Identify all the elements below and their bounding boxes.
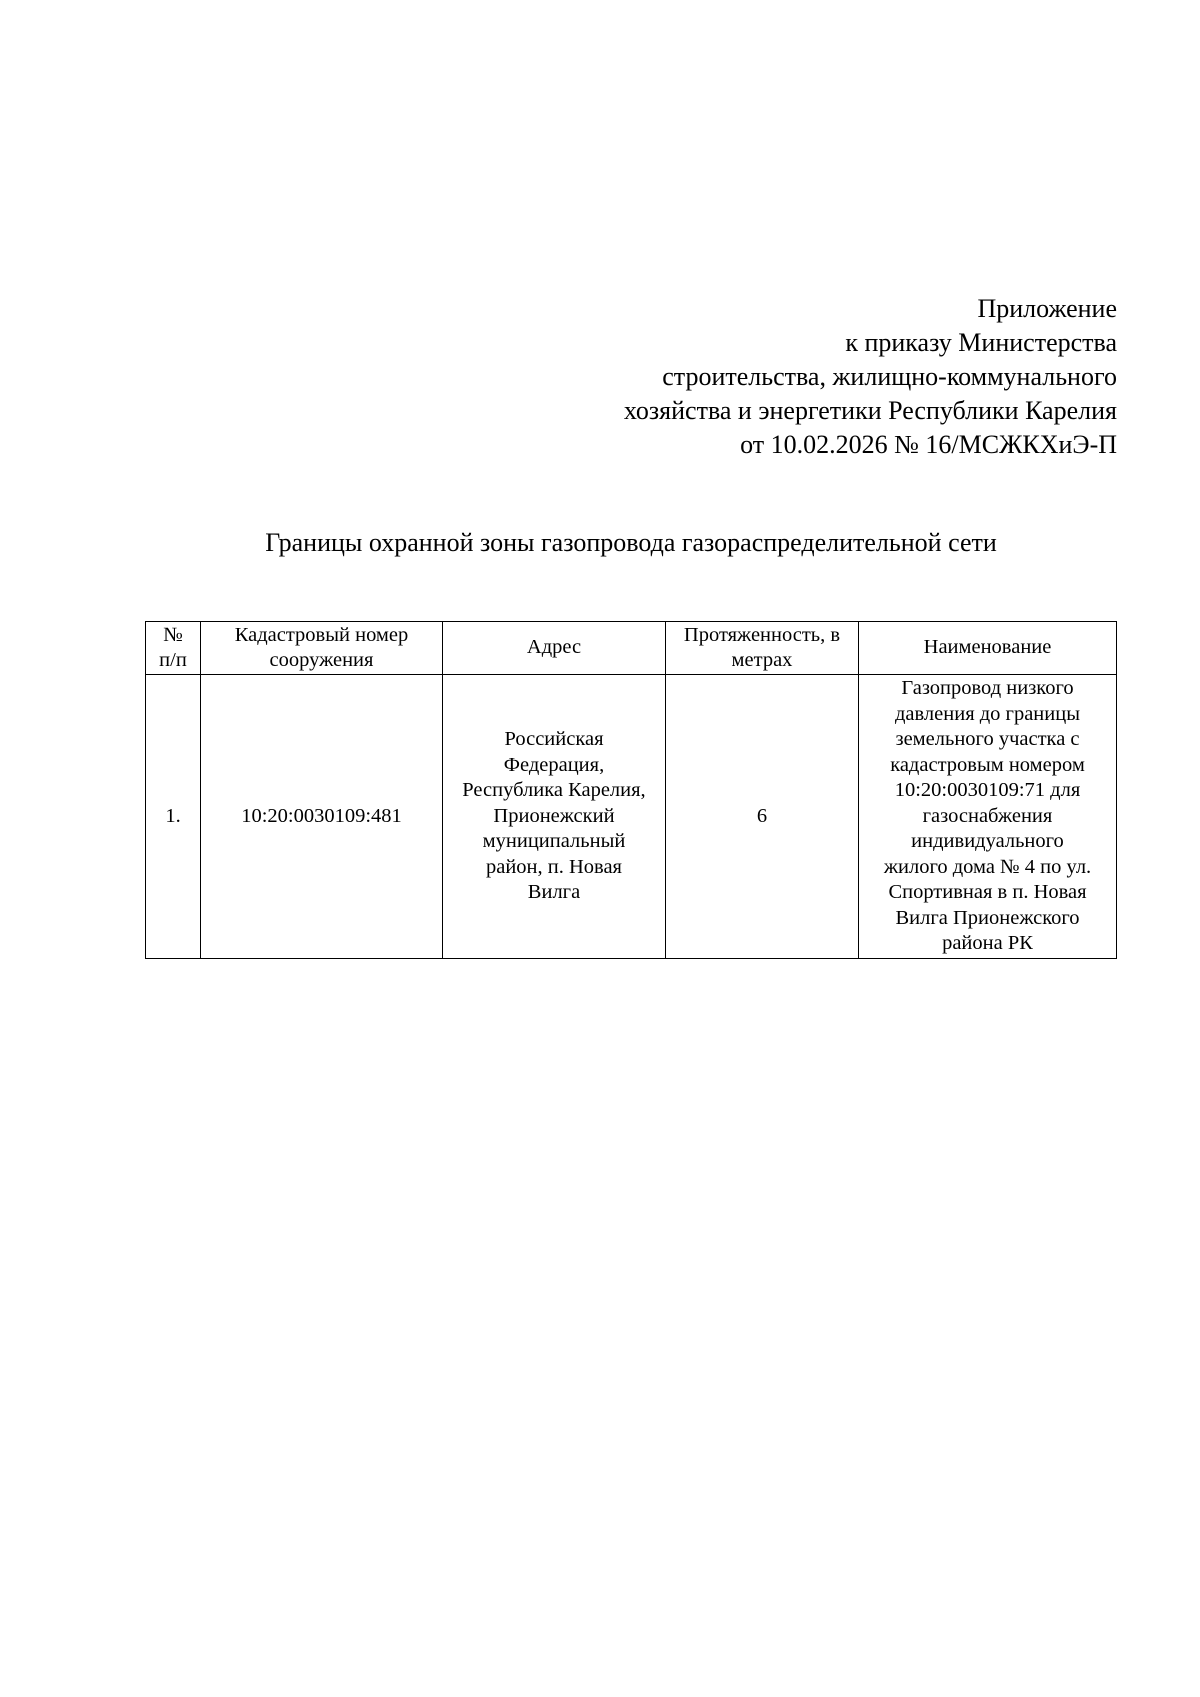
document-title: Границы охранной зоны газопровода газораспределительной сети <box>265 528 997 557</box>
appendix-line: к приказу Министерства <box>845 328 1117 357</box>
appendix-line: строительства, жилищно-коммунального <box>662 362 1117 391</box>
cell-name: Газопровод низкого давления до границы земельного участка с кадастровым номером 10:20:0030109:71 для газоснабжения индивидуального жилого дома № 4 по ул. Спортивная в п. Новая Вилга Прионежского района РК <box>859 675 1117 959</box>
appendix-line: Приложение <box>977 294 1117 323</box>
header-address: Адрес <box>443 622 666 675</box>
cell-length: 6 <box>666 675 859 959</box>
table-row <box>146 675 1117 959</box>
header-number: № п/п <box>146 622 201 675</box>
appendix-header <box>624 292 1117 462</box>
header-length: Протяженность, в метрах <box>666 622 859 675</box>
table-header-row <box>146 622 1117 675</box>
cell-cadastral-number: 10:20:0030109:481 <box>201 675 443 959</box>
appendix-line: от 10.02.2026 № 16/МСЖКХиЭ-П <box>740 430 1117 459</box>
protection-zone-table <box>145 621 1117 959</box>
cell-number: 1. <box>146 675 201 959</box>
header-cadastral-number: Кадастровый номер сооружения <box>201 622 443 675</box>
header-name: Наименование <box>859 622 1117 675</box>
cell-address: Российская Федерация, Республика Карелия, Прионежский муниципальный район, п. Новая Вилга <box>443 675 666 959</box>
appendix-line: хозяйства и энергетики Республики Карелия <box>623 396 1117 425</box>
